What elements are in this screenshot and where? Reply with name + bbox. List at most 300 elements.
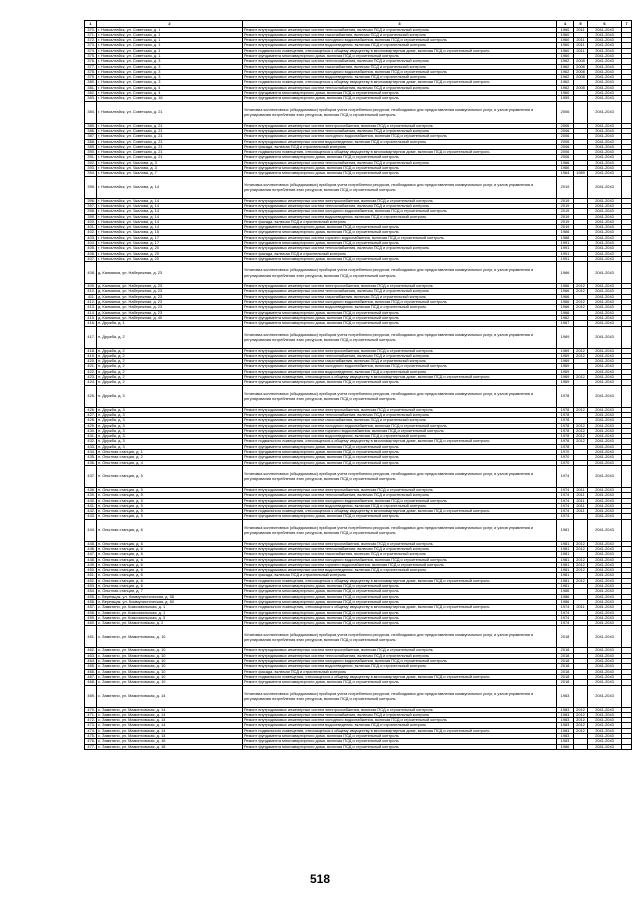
row-number-cell: 434.: [85, 450, 97, 455]
work-type-cell: Ремонт внутридомовых инженерных систем теплоснабжения, включая ПСД и строительный контроль: [243, 653, 557, 658]
work-type-cell: Ремонт фундамента многоквартирного дома, включая ПСД и строительный контроль: [243, 680, 557, 685]
commission-year-cell: 1970: [557, 455, 574, 460]
work-type-cell: Ремонт внутридомовых инженерных систем газоснабжения, включая ПСД и строительный контроль: [243, 294, 557, 299]
work-type-cell: Ремонт внутридомовых инженерных систем холодного водоснабжения, включая ПСД и строительный контроль: [243, 557, 557, 562]
planned-period-cell: 2041-2043: [588, 262, 622, 284]
planned-period-cell: 2041-2043: [588, 610, 622, 615]
row-number-cell: 444.: [85, 519, 97, 541]
work-type-cell: Ремонт внутридомовых инженерных систем водоотведения, включая ПСД и строительный контроль: [243, 43, 557, 48]
commission-year-cell: 1981: [557, 552, 574, 557]
extra-cell: [622, 465, 632, 487]
last-repair-year-cell: 2012: [574, 353, 588, 358]
row-number-cell: 374.: [85, 48, 97, 53]
commission-year-cell: 1966: [557, 262, 574, 284]
planned-period-cell: 2041-2043: [588, 493, 622, 498]
row-number-cell: 439.: [85, 493, 97, 498]
commission-year-cell: 2006: [557, 155, 574, 160]
planned-period-cell: 2041-2043: [588, 305, 622, 310]
commission-year-cell: 1966: [557, 305, 574, 310]
row-number-cell: 403.: [85, 235, 97, 240]
planned-period-cell: 2041-2043: [588, 150, 622, 155]
commission-year-cell: 1981: [557, 557, 574, 562]
commission-year-cell: 1966: [557, 300, 574, 305]
row-number-cell: 407.: [85, 256, 97, 261]
work-type-cell: Ремонт фундамента многоквартирного дома, включая ПСД и строительный контроль: [243, 380, 557, 385]
planned-period-cell: 2041-2043: [588, 573, 622, 578]
work-type-cell: Ремонт фундамента многоквартирного дома, включая ПСД и строительный контроль: [243, 455, 557, 460]
commission-year-cell: 1978: [557, 407, 574, 412]
work-type-cell: Ремонт фундамента многоквартирного дома, включая ПСД и строительный контроль: [243, 610, 557, 615]
address-cell: п. Опытная станция, д. 2: [97, 455, 243, 460]
row-number-cell: 467.: [85, 674, 97, 679]
last-repair-year-cell: 2011: [574, 605, 588, 610]
planned-period-cell: 2041-2043: [588, 300, 622, 305]
row-number-cell: 468.: [85, 680, 97, 685]
address-cell: г. Новоалтайск, ул. Чкалова, д. 17: [97, 235, 243, 240]
work-type-cell: Ремонт подвального помещения, относящегося к общему имуществу в многоквартирном доме, включая ПСД и строительный контроль: [243, 150, 557, 155]
commission-year-cell: 1960: [557, 91, 574, 96]
address-cell: г. Новоалтайск, ул. Советская, д. 3: [97, 64, 243, 69]
work-type-cell: Ремонт внутридомовых инженерных систем холодного водоснабжения, включая ПСД и строительный контроль: [243, 423, 557, 428]
last-repair-year-cell: 2012: [574, 728, 588, 733]
planned-period-cell: 2041-2043: [588, 225, 622, 230]
row-number-cell: 421.: [85, 364, 97, 369]
table-row: [85, 685, 632, 707]
planned-period-cell: 2041-2043: [588, 519, 622, 541]
commission-year-cell: 1981: [557, 519, 574, 541]
work-type-cell: Ремонт фундамента многоквартирного дома, включая ПСД и строительный контроль: [243, 53, 557, 58]
row-number-cell: 448.: [85, 557, 97, 562]
planned-period-cell: 2041-2043: [588, 96, 622, 101]
planned-period-cell: 2041-2043: [588, 176, 622, 198]
commission-year-cell: 1974: [557, 498, 574, 503]
planned-period-cell: 2041-2043: [588, 584, 622, 589]
row-number-cell: 436.: [85, 460, 97, 465]
register-table-body: [85, 21, 632, 750]
commission-year-cell: 2018: [557, 648, 574, 653]
planned-period-cell: 2041-2043: [588, 134, 622, 139]
row-number-cell: 443.: [85, 514, 97, 519]
work-type-cell: Ремонт подвального помещения, относящегося к общему имуществу в многоквартирном доме, включая ПСД и строительный контроль: [243, 578, 557, 583]
commission-year-cell: 1962: [557, 59, 574, 64]
address-cell: п. Опытная станция, д. 5: [97, 465, 243, 487]
commission-year-cell: 2019: [557, 219, 574, 224]
planned-period-cell: 2041-2043: [588, 674, 622, 679]
work-type-cell: Ремонт фасада, включая ПСД и строительный контроль: [243, 219, 557, 224]
address-cell: г. Новоалтайск, ул. Советская, д. 21: [97, 123, 243, 128]
row-number-cell: 382.: [85, 91, 97, 96]
extra-cell: [622, 385, 632, 407]
address-cell: с. Замятино, ул. Мамонтовская, д. 14: [97, 707, 243, 712]
row-number-cell: 424.: [85, 380, 97, 385]
last-repair-year-cell: 2008: [574, 85, 588, 90]
row-number-cell: 474.: [85, 728, 97, 733]
row-number-cell: 422.: [85, 369, 97, 374]
row-number-cell: 453.: [85, 584, 97, 589]
commission-year-cell: 1981: [557, 546, 574, 551]
commission-year-cell: 2018: [557, 659, 574, 664]
commission-year-cell: 1983: [557, 739, 574, 744]
work-type-cell: Ремонт внутридомовых инженерных систем водоотведения, включая ПСД и строительный контроль: [243, 434, 557, 439]
row-number-cell: 412.: [85, 300, 97, 305]
work-type-cell: Ремонт внутридомовых инженерных систем газоснабжения, включая ПСД и строительный контроль: [243, 418, 557, 423]
address-cell: п. Дружба, д. 3: [97, 428, 243, 433]
address-cell: с. Замятино, ул. Комсомольская, д. 1: [97, 605, 243, 610]
work-type-cell: Установка коллективных (общедомовых) приборов учета потребления ресурсов, необходимых для предоставления коммунальных услуг, и узлов управления и регулирования потребления этих ресурсов, включая ПСД и строительный контроль: [243, 685, 557, 707]
planned-period-cell: 2041-2043: [588, 541, 622, 546]
row-number-cell: 429.: [85, 423, 97, 428]
row-number-cell: 433.: [85, 444, 97, 449]
planned-period-cell: 2041-2043: [588, 578, 622, 583]
address-cell: г. Новоалтайск, ул. Советская, д. 3: [97, 80, 243, 85]
work-type-cell: Ремонт фундамента многоквартирного дома, включая ПСД и строительный контроль: [243, 91, 557, 96]
row-number-cell: 423.: [85, 375, 97, 380]
address-cell: г. Новоалтайск, ул. Чкалова, д. 20: [97, 256, 243, 261]
work-type-cell: Ремонт фундамента многоквартирного дома, включая ПСД и строительный контроль: [243, 514, 557, 519]
commission-year-cell: 1974: [557, 503, 574, 508]
work-type-cell: Ремонт внутридомовых инженерных систем газоснабжения, включая ПСД и строительный контроль: [243, 64, 557, 69]
work-type-cell: Ремонт фасада, включая ПСД и строительный контроль: [243, 251, 557, 256]
row-number-cell: 458.: [85, 610, 97, 615]
last-repair-year-cell: [574, 685, 588, 707]
commission-year-cell: 1978: [557, 418, 574, 423]
commission-year-cell: 1962: [557, 80, 574, 85]
address-cell: п. Дружба, д. 2: [97, 353, 243, 358]
last-repair-year-cell: 2012: [574, 578, 588, 583]
planned-period-cell: 2041-2043: [588, 615, 622, 620]
commission-year-cell: 1981: [557, 578, 574, 583]
address-cell: п. Опытная станция, д. 5: [97, 503, 243, 508]
last-repair-year-cell: 2012: [574, 439, 588, 444]
planned-period-cell: 2041-2043: [588, 375, 622, 380]
address-cell: г. Новоалтайск, ул. Чкалова, д. 14: [97, 225, 243, 230]
work-type-cell: Ремонт внутридомовых инженерных систем электроснабжения, включая ПСД и строительный контроль: [243, 648, 557, 653]
row-number-cell: 372.: [85, 38, 97, 43]
address-cell: с. Замятино, ул. Мамонтовская, д. 14: [97, 718, 243, 723]
last-repair-year-cell: [574, 465, 588, 487]
planned-period-cell: 2041-2043: [588, 546, 622, 551]
commission-year-cell: 2019: [557, 209, 574, 214]
planned-period-cell: 2041-2043: [588, 230, 622, 235]
commission-year-cell: 1981: [557, 568, 574, 573]
last-repair-year-cell: 2012: [574, 707, 588, 712]
commission-year-cell: 1974: [557, 615, 574, 620]
address-cell: г. Новоалтайск, ул. Чкалова, д. 3: [97, 166, 243, 171]
commission-year-cell: 1959: [557, 96, 574, 101]
work-type-cell: Ремонт внутридомовых инженерных систем электроснабжения, включая ПСД и строительный контроль: [243, 123, 557, 128]
planned-period-cell: 2041-2043: [588, 364, 622, 369]
planned-period-cell: 2041-2043: [588, 123, 622, 128]
commission-year-cell: 2006: [557, 134, 574, 139]
commission-year-cell: 1981: [557, 541, 574, 546]
planned-period-cell: 2041-2043: [588, 144, 622, 149]
row-number-cell: 395.: [85, 176, 97, 198]
address-cell: г. Новоалтайск, ул. Советская, д. 21: [97, 155, 243, 160]
work-type-cell: Ремонт внутридомовых инженерных систем электроснабжения, включая ПСД и строительный контроль: [243, 487, 557, 492]
work-type-cell: Ремонт фундамента многоквартирного дома, включая ПСД и строительный контроль: [243, 171, 557, 176]
address-cell: г. Новоалтайск, ул. Чкалова, д. 14: [97, 214, 243, 219]
address-cell: г. Новоалтайск, ул. Чкалова, д. 14: [97, 209, 243, 214]
commission-year-cell: 1974: [557, 514, 574, 519]
work-type-cell: Ремонт подвального помещения, относящегося к общему имуществу в многоквартирном доме, включая ПСД и строительный контроль: [243, 375, 557, 380]
commission-year-cell: 1986: [557, 160, 574, 165]
work-type-cell: Ремонт внутридомовых инженерных систем водоотведения, включая ПСД и строительный контроль: [243, 369, 557, 374]
planned-period-cell: 2041-2043: [588, 101, 622, 123]
planned-period-cell: 2041-2043: [588, 348, 622, 353]
row-number-cell: 465.: [85, 664, 97, 669]
planned-period-cell: 2041-2043: [588, 739, 622, 744]
row-number-cell: 472.: [85, 718, 97, 723]
address-cell: г. Новоалтайск, ул. Советская, д. 1: [97, 38, 243, 43]
header-cell-3: 3: [243, 21, 557, 28]
work-type-cell: Ремонт внутридомовых инженерных систем водоотведения, включая ПСД и строительный контроль: [243, 305, 557, 310]
row-number-cell: 449.: [85, 562, 97, 567]
address-cell: г. Новоалтайск, ул. Советская, д. 1: [97, 27, 243, 32]
table-row: [85, 744, 632, 749]
work-type-cell: Ремонт внутридомовых инженерных систем газоснабжения, включая ПСД и строительный контроль: [243, 552, 557, 557]
commission-year-cell: 1983: [557, 718, 574, 723]
row-number-cell: 393.: [85, 166, 97, 171]
work-type-cell: Ремонт внутридомовых инженерных систем теплоснабжения, включая ПСД и строительный контроль: [243, 289, 557, 294]
address-cell: п. Дружба, д. 2: [97, 348, 243, 353]
commission-year-cell: 1966: [557, 294, 574, 299]
row-number-cell: 408.: [85, 262, 97, 284]
last-repair-year-cell: 2012: [574, 562, 588, 567]
planned-period-cell: 2041-2043: [588, 465, 622, 487]
last-repair-year-cell: [574, 385, 588, 407]
address-cell: п. Дружба, д. 3: [97, 439, 243, 444]
last-repair-year-cell: 2011: [574, 43, 588, 48]
work-type-cell: Ремонт внутридомовых инженерных систем теплоснабжения, включая ПСД и строительный контроль: [243, 85, 557, 90]
address-cell: с. Замятино, ул. Мамонтовская, д. 16: [97, 739, 243, 744]
row-number-cell: 456.: [85, 599, 97, 604]
last-repair-year-cell: 2011: [574, 493, 588, 498]
row-number-cell: 384.: [85, 101, 97, 123]
work-type-cell: Ремонт фундамента многоквартирного дома, включая ПСД и строительный контроль: [243, 166, 557, 171]
row-number-cell: 447.: [85, 552, 97, 557]
row-number-cell: 464.: [85, 659, 97, 664]
planned-period-cell: 2041-2043: [588, 568, 622, 573]
commission-year-cell: 1974: [557, 493, 574, 498]
header-cell-6: 6: [588, 21, 622, 28]
row-number-cell: 463.: [85, 653, 97, 658]
row-number-cell: 462.: [85, 648, 97, 653]
address-cell: д. Калманка, ул. Набережная, д. 23: [97, 310, 243, 315]
work-type-cell: Установка коллективных (общедомовых) приборов учета потребления ресурсов, необходимых для предоставления коммунальных услуг, и узлов управления и регулирования потребления этих ресурсов, включая ПСД и строительный контроль: [243, 262, 557, 284]
row-number-cell: 428.: [85, 418, 97, 423]
row-number-cell: 404.: [85, 241, 97, 246]
commission-year-cell: 1960: [557, 32, 574, 37]
address-cell: с. Замятино, ул. Мамонтовская, д. 14: [97, 712, 243, 717]
planned-period-cell: 2041-2043: [588, 718, 622, 723]
work-type-cell: Ремонт внутридомовых инженерных систем теплоснабжения, включая ПСД и строительный контроль: [243, 493, 557, 498]
planned-period-cell: 2041-2043: [588, 359, 622, 364]
last-repair-year-cell: 2012: [574, 541, 588, 546]
last-repair-year-cell: 2012: [574, 305, 588, 310]
row-number-cell: 394.: [85, 171, 97, 176]
address-cell: г. Новоалтайск, ул. Советская, д. 3: [97, 59, 243, 64]
work-type-cell: Ремонт фундамента многоквартирного дома, включая ПСД и строительный контроль: [243, 615, 557, 620]
work-type-cell: Ремонт фундамента многоквартирного дома, включая ПСД и строительный контроль: [243, 594, 557, 599]
address-cell: п. Опытная станция, д. 5: [97, 487, 243, 492]
commission-year-cell: 1983: [557, 728, 574, 733]
address-cell: п. Опытная станция, д. 5: [97, 493, 243, 498]
row-number-cell: 432.: [85, 439, 97, 444]
address-cell: п. Опытная станция, д. 5: [97, 514, 243, 519]
row-number-cell: 402.: [85, 230, 97, 235]
planned-period-cell: 2041-2043: [588, 69, 622, 74]
register-table-container: [84, 20, 631, 750]
work-type-cell: Ремонт фундамента многоквартирного дома, включая ПСД и строительный контроль: [243, 734, 557, 739]
commission-year-cell: 2006: [557, 101, 574, 123]
planned-period-cell: 2041-2043: [588, 498, 622, 503]
commission-year-cell: 1960: [557, 38, 574, 43]
commission-year-cell: 1983: [557, 723, 574, 728]
work-type-cell: Ремонт внутридомовых инженерных систем электроснабжения, включая ПСД и строительный контроль: [243, 707, 557, 712]
commission-year-cell: 1964: [557, 171, 574, 176]
work-type-cell: Ремонт внутридомовых инженерных систем горячего водоснабжения, включая ПСД и строительный контроль: [243, 562, 557, 567]
row-number-cell: 460.: [85, 621, 97, 626]
work-type-cell: Ремонт внутридомовых инженерных систем теплоснабжения, включая ПСД и строительный контроль: [243, 246, 557, 251]
planned-period-cell: 2041-2043: [588, 509, 622, 514]
address-cell: г. Новоалтайск, ул. Чкалова, д. 3: [97, 160, 243, 165]
address-cell: п. Дружба, д. 2: [97, 369, 243, 374]
row-number-cell: 398.: [85, 209, 97, 214]
row-number-cell: 410.: [85, 289, 97, 294]
last-repair-year-cell: 2012: [574, 428, 588, 433]
commission-year-cell: 1991: [557, 251, 574, 256]
commission-year-cell: 1981: [557, 562, 574, 567]
planned-period-cell: 2041-2043: [588, 369, 622, 374]
address-cell: с. Замятино, ул. Мамонтовская, д. 14: [97, 685, 243, 707]
last-repair-year-cell: 2012: [574, 723, 588, 728]
address-cell: п. Опытная станция, д. 6: [97, 562, 243, 567]
row-number-cell: 392.: [85, 160, 97, 165]
row-number-cell: 379.: [85, 75, 97, 80]
work-type-cell: Ремонт внутридомовых инженерных систем электроснабжения, включая ПСД и строительный контроль: [243, 348, 557, 353]
work-type-cell: Ремонт подвального помещения, относящегося к общему имуществу в многоквартирном доме, включая ПСД и строительный контроль: [243, 605, 557, 610]
planned-period-cell: 2041-2043: [588, 235, 622, 240]
planned-period-cell: 2041-2043: [588, 91, 622, 96]
header-cell-4: 4: [557, 21, 574, 28]
last-repair-year-cell: 2008: [574, 75, 588, 80]
work-type-cell: Установка коллективных (общедомовых) приборов учета потребления ресурсов, необходимых для предоставления коммунальных услуг, и узлов управления и регулирования потребления этих ресурсов, включая ПСД и строительный контроль: [243, 326, 557, 348]
planned-period-cell: 2041-2043: [588, 680, 622, 685]
commission-year-cell: 2006: [557, 123, 574, 128]
planned-period-cell: 2041-2043: [588, 450, 622, 455]
row-number-cell: 437.: [85, 465, 97, 487]
address-cell: г. Новоалтайск, ул. Советская, д. 3: [97, 69, 243, 74]
work-type-cell: Ремонт внутридомовых инженерных систем горячего водоснабжения, включая ПСД и строительный контроль: [243, 235, 557, 240]
last-repair-year-cell: 2012: [574, 568, 588, 573]
planned-period-cell: 2041-2043: [588, 728, 622, 733]
work-type-cell: Ремонт внутридомовых инженерных систем водоотведения, включая ПСД и строительный контроль: [243, 723, 557, 728]
last-repair-year-cell: 2008: [574, 64, 588, 69]
row-number-cell: 455.: [85, 594, 97, 599]
commission-year-cell: 1962: [557, 315, 574, 320]
commission-year-cell: 1966: [557, 284, 574, 289]
commission-year-cell: 1988: [557, 235, 574, 240]
commission-year-cell: 1974: [557, 487, 574, 492]
commission-year-cell: 1960: [557, 43, 574, 48]
commission-year-cell: 1969: [557, 348, 574, 353]
planned-period-cell: 2041-2043: [588, 503, 622, 508]
row-number-cell: 419.: [85, 353, 97, 358]
address-cell: г. Новоалтайск, ул. Советская, д. 21: [97, 144, 243, 149]
planned-period-cell: 2041-2043: [588, 27, 622, 32]
commission-year-cell: 2019: [557, 176, 574, 198]
last-repair-year-cell: 2011: [574, 498, 588, 503]
address-cell: г. Новоалтайск, ул. Советская, д. 21: [97, 101, 243, 123]
planned-period-cell: 2041-2043: [588, 589, 622, 594]
commission-year-cell: 1974: [557, 621, 574, 626]
planned-period-cell: 2041-2043: [588, 385, 622, 407]
planned-period-cell: 2041-2043: [588, 48, 622, 53]
row-number-cell: 411.: [85, 294, 97, 299]
row-number-cell: 373.: [85, 43, 97, 48]
work-type-cell: Ремонт фундамента многоквартирного дома, включая ПСД и строительный контроль: [243, 450, 557, 455]
row-number-cell: 445.: [85, 541, 97, 546]
address-cell: г. Новоалтайск, ул. Чкалова, д. 7: [97, 171, 243, 176]
planned-period-cell: 2041-2043: [588, 487, 622, 492]
commission-year-cell: 1986: [557, 744, 574, 749]
row-number-cell: 405.: [85, 246, 97, 251]
work-type-cell: Ремонт внутридомовых инженерных систем горячего водоснабжения, включая ПСД и строительный контроль: [243, 428, 557, 433]
work-type-cell: Установка коллективных (общедомовых) приборов учета потребления ресурсов, необходимых для предоставления коммунальных услуг, и узлов управления и регулирования потребления этих ресурсов, включая ПСД и строительный контроль: [243, 465, 557, 487]
last-repair-year-cell: 2012: [574, 434, 588, 439]
row-number-cell: 475.: [85, 734, 97, 739]
row-number-cell: 446.: [85, 546, 97, 551]
work-type-cell: Установка коллективных (общедомовых) приборов учета потребления ресурсов, необходимых для предоставления коммунальных услуг, и узлов управления и регулирования потребления этих ресурсов, включая ПСД и строительный контроль: [243, 385, 557, 407]
table-row: [85, 101, 632, 123]
work-type-cell: Ремонт фундамента многоквартирного дома, включая ПСД и строительный контроль: [243, 739, 557, 744]
planned-period-cell: 2041-2043: [588, 64, 622, 69]
planned-period-cell: 2041-2043: [588, 669, 622, 674]
last-repair-year-cell: 2012: [574, 407, 588, 412]
last-repair-year-cell: 2012: [574, 348, 588, 353]
planned-period-cell: 2041-2043: [588, 552, 622, 557]
planned-period-cell: 2041-2043: [588, 599, 622, 604]
row-number-cell: 370.: [85, 27, 97, 32]
work-type-cell: Ремонт внутридомовых инженерных систем водоотведения, включая ПСД и строительный контроль: [243, 568, 557, 573]
work-type-cell: Ремонт внутридомовых инженерных систем водоотведения, включая ПСД и строительный контроль: [243, 664, 557, 669]
row-number-cell: 435.: [85, 455, 97, 460]
row-number-cell: 380.: [85, 80, 97, 85]
address-cell: п. Дружба, д. 3: [97, 385, 243, 407]
commission-year-cell: 1991: [557, 246, 574, 251]
last-repair-year-cell: 2011: [574, 503, 588, 508]
last-repair-year-cell: 2008: [574, 69, 588, 74]
last-repair-year-cell: 2011: [574, 27, 588, 32]
commission-year-cell: 2019: [557, 214, 574, 219]
last-repair-year-cell: 1989: [574, 171, 588, 176]
planned-period-cell: 2041-2043: [588, 626, 622, 648]
row-number-cell: 399.: [85, 214, 97, 219]
work-type-cell: Ремонт внутридомовых инженерных систем холодного водоснабжения, включая ПСД и строительный контроль: [243, 69, 557, 74]
planned-period-cell: 2041-2043: [588, 326, 622, 348]
planned-period-cell: 2041-2043: [588, 171, 622, 176]
commission-year-cell: 2018: [557, 669, 574, 674]
address-cell: с. Замятино, ул. Мамонтовская, д. 10: [97, 653, 243, 658]
commission-year-cell: 1966: [557, 289, 574, 294]
last-repair-year-cell: 2011: [574, 38, 588, 43]
planned-period-cell: 2041-2043: [588, 455, 622, 460]
work-type-cell: Ремонт фундамента многоквартирного дома, включая ПСД и строительный контроль: [243, 96, 557, 101]
header-cell-1: 1: [85, 21, 97, 28]
last-repair-year-cell: 2012: [574, 300, 588, 305]
row-number-cell: 397.: [85, 203, 97, 208]
work-type-cell: Ремонт фундамента многоквартирного дома, включая ПСД и строительный контроль: [243, 155, 557, 160]
